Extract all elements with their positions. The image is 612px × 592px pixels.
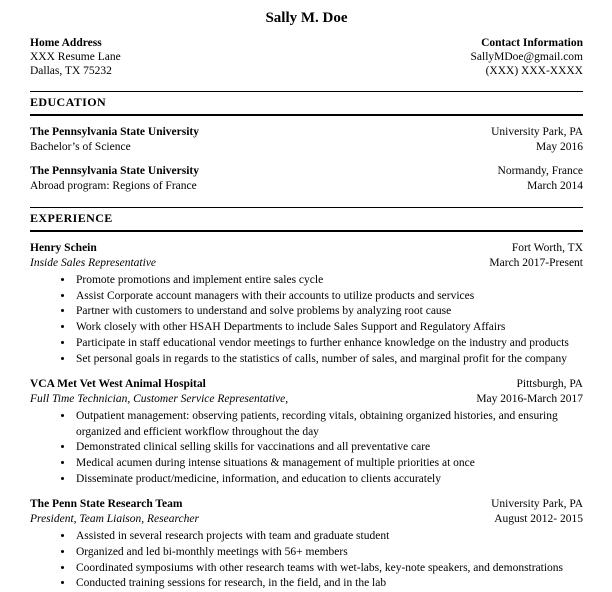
experience-entry bbox=[30, 241, 583, 368]
role-title: President, Team Liaison, Researcher bbox=[30, 512, 199, 525]
experience-entry bbox=[30, 497, 583, 592]
role-title: Inside Sales Representative bbox=[30, 256, 157, 269]
bullet-item: • Outpatient management: observing patients, recording vitals, obtaining organized histories, and ensuring organized and efficient workflow throughout the day bbox=[74, 409, 583, 441]
bullet-item: • Participate in staff educational vendor meetings to further enhance knowledge on the industry and products bbox=[74, 336, 583, 352]
bullet-list bbox=[30, 273, 583, 368]
bullet-item: • Organized and led bi-monthly meetings with 56+ members bbox=[74, 545, 583, 561]
education-entry bbox=[30, 125, 583, 155]
address-line-2: Dallas, TX 75232 bbox=[30, 65, 112, 78]
bullet-list bbox=[30, 529, 583, 592]
institution-name: The Pennsylvania State University bbox=[30, 126, 199, 139]
contact-phone: (XXX) XXX-XXXX bbox=[485, 65, 583, 78]
contact-header bbox=[30, 36, 583, 78]
entry-date: March 2014 bbox=[527, 179, 583, 192]
bullet-item: • Promote promotions and implement entire sales cycle bbox=[74, 273, 583, 289]
role-title: Full Time Technician, Customer Service Representative, bbox=[30, 392, 289, 405]
entry-location: University Park, PA bbox=[491, 498, 583, 510]
entry-date: May 2016-March 2017 bbox=[476, 392, 583, 405]
degree-detail: Abroad program: Regions of France bbox=[30, 179, 197, 192]
institution-name: The Pennsylvania State University bbox=[30, 164, 199, 177]
bullet-item: • Assisted in several research projects with team and graduate student bbox=[74, 529, 583, 545]
bullet-item: • Partner with customers to understand and solve problems by analyzing root cause bbox=[74, 304, 583, 320]
entry-date: August 2012- 2015 bbox=[494, 512, 583, 525]
contact-email: SallyMDoe@gmail.com bbox=[470, 51, 583, 64]
entry-location: Pittsburgh, PA bbox=[516, 377, 583, 390]
section-title-experience: EXPERIENCE bbox=[30, 207, 583, 232]
experience-entry bbox=[30, 377, 583, 488]
entry-location: Fort Worth, TX bbox=[511, 241, 583, 254]
entry-location: University Park, PA bbox=[491, 126, 583, 139]
bullet-item: • Medical acumen during intense situations & management of multiple priorities at once bbox=[74, 456, 583, 472]
company-name: Henry Schein bbox=[30, 241, 97, 254]
bullet-item: • Disseminate product/medicine, information, and education to clients accurately bbox=[74, 472, 583, 488]
home-address-block bbox=[30, 36, 121, 78]
bullet-list bbox=[30, 409, 583, 488]
education-entry bbox=[30, 164, 583, 194]
contact-info-block bbox=[471, 36, 583, 78]
entry-date: March 2017-Present bbox=[489, 256, 583, 269]
page-title: Sally M. Doe bbox=[265, 10, 348, 26]
company-name: The Penn State Research Team bbox=[30, 498, 183, 510]
bullet-item: • Work closely with other HSAH Departments to include Sales Support and Regulatory Affairs bbox=[74, 320, 583, 336]
degree-detail: Bachelor’s of Science bbox=[30, 140, 131, 153]
bullet-item: • Set personal goals in regards to the statistics of calls, number of sales, and marginal profit for the company bbox=[74, 352, 583, 368]
bullet-item: • Coordinated symposiums with other research teams with wet-labs, key-note speakers, and demonstrations bbox=[74, 561, 583, 577]
bullet-item: • Demonstrated clinical selling skills for vaccinations and all preventative care bbox=[74, 440, 583, 456]
address-line-1: XXX Resume Lane bbox=[30, 51, 121, 64]
contact-info-label: Contact Information bbox=[481, 37, 583, 49]
entry-location: Normandy, France bbox=[497, 164, 583, 177]
entry-date: May 2016 bbox=[536, 140, 583, 153]
bullet-item: • Conducted training sessions for research, in the field, and in the lab bbox=[74, 576, 583, 592]
bullet-item: • Assist Corporate account managers with their accounts to utilize products and services bbox=[74, 289, 583, 305]
section-title-education: EDUCATION bbox=[30, 91, 583, 116]
company-name: VCA Met Vet West Animal Hospital bbox=[30, 377, 206, 390]
home-address-label: Home Address bbox=[30, 37, 102, 49]
